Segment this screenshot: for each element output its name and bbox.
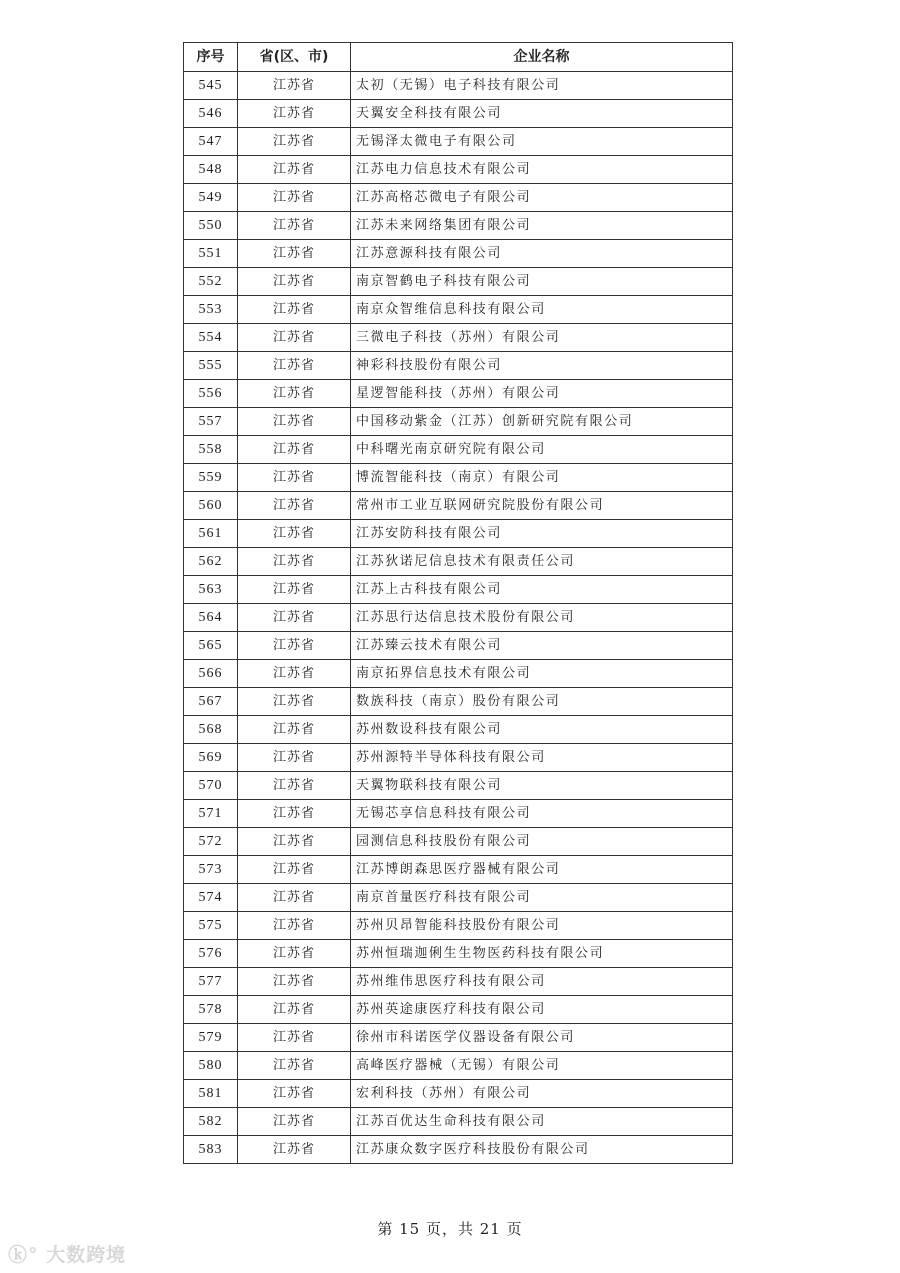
serial-cell: 579 (184, 1024, 238, 1052)
company-name-cell: 江苏百优达生命科技有限公司 (351, 1108, 733, 1136)
company-name-cell: 南京首量医疗科技有限公司 (351, 884, 733, 912)
table-row (184, 436, 733, 464)
company-name-cell: 南京众智维信息科技有限公司 (351, 296, 733, 324)
serial-cell: 561 (184, 520, 238, 548)
table-row (184, 968, 733, 996)
company-name-cell: 中科曙光南京研究院有限公司 (351, 436, 733, 464)
company-name-cell: 苏州英途康医疗科技有限公司 (351, 996, 733, 1024)
table-row (184, 912, 733, 940)
serial-cell: 558 (184, 436, 238, 464)
header-serial: 序号 (184, 43, 238, 72)
serial-cell: 553 (184, 296, 238, 324)
table-row (184, 716, 733, 744)
table-row (184, 744, 733, 772)
province-cell: 江苏省 (238, 800, 351, 828)
company-name-cell: 江苏康众数字医疗科技股份有限公司 (351, 1136, 733, 1164)
serial-cell: 559 (184, 464, 238, 492)
company-name-cell: 天翼安全科技有限公司 (351, 100, 733, 128)
serial-cell: 550 (184, 212, 238, 240)
company-name-cell: 常州市工业互联网研究院股份有限公司 (351, 492, 733, 520)
company-name-cell: 天翼物联科技有限公司 (351, 772, 733, 800)
table-row (184, 548, 733, 576)
province-cell: 江苏省 (238, 408, 351, 436)
province-cell: 江苏省 (238, 72, 351, 100)
serial-cell: 563 (184, 576, 238, 604)
table-row (184, 800, 733, 828)
company-name-cell: 宏利科技（苏州）有限公司 (351, 1080, 733, 1108)
company-name-cell: 江苏意源科技有限公司 (351, 240, 733, 268)
province-cell: 江苏省 (238, 436, 351, 464)
serial-cell: 576 (184, 940, 238, 968)
company-name-cell: 江苏臻云技术有限公司 (351, 632, 733, 660)
serial-cell: 552 (184, 268, 238, 296)
province-cell: 江苏省 (238, 1108, 351, 1136)
province-cell: 江苏省 (238, 212, 351, 240)
serial-cell: 575 (184, 912, 238, 940)
table-row (184, 1136, 733, 1164)
table-row (184, 632, 733, 660)
company-name-cell: 博流智能科技（南京）有限公司 (351, 464, 733, 492)
company-name-cell: 苏州恒瑞迦俐生生物医药科技有限公司 (351, 940, 733, 968)
province-cell: 江苏省 (238, 660, 351, 688)
serial-cell: 556 (184, 380, 238, 408)
province-cell: 江苏省 (238, 716, 351, 744)
table-row (184, 72, 733, 100)
table-row (184, 100, 733, 128)
province-cell: 江苏省 (238, 324, 351, 352)
company-name-cell: 无锡芯享信息科技有限公司 (351, 800, 733, 828)
province-cell: 江苏省 (238, 240, 351, 268)
page-number: 第 15 页，共 21 页 (377, 1220, 523, 1238)
table-row (184, 520, 733, 548)
province-cell: 江苏省 (238, 128, 351, 156)
company-name-cell: 数族科技（南京）股份有限公司 (351, 688, 733, 716)
serial-cell: 562 (184, 548, 238, 576)
table-row (184, 184, 733, 212)
company-name-cell: 江苏高格芯微电子有限公司 (351, 184, 733, 212)
table-row (184, 492, 733, 520)
company-name-cell: 苏州维伟思医疗科技有限公司 (351, 968, 733, 996)
table-row (184, 884, 733, 912)
province-cell: 江苏省 (238, 772, 351, 800)
serial-cell: 564 (184, 604, 238, 632)
province-cell: 江苏省 (238, 464, 351, 492)
table-row (184, 1080, 733, 1108)
province-cell: 江苏省 (238, 828, 351, 856)
company-name-cell: 江苏上古科技有限公司 (351, 576, 733, 604)
table-body (184, 72, 733, 1164)
company-name-cell: 江苏狄诺尼信息技术有限责任公司 (351, 548, 733, 576)
company-name-cell: 星逻智能科技（苏州）有限公司 (351, 380, 733, 408)
company-name-cell: 神彩科技股份有限公司 (351, 352, 733, 380)
province-cell: 江苏省 (238, 604, 351, 632)
province-cell: 江苏省 (238, 1136, 351, 1164)
serial-cell: 547 (184, 128, 238, 156)
province-cell: 江苏省 (238, 856, 351, 884)
table-row (184, 1024, 733, 1052)
table-row (184, 940, 733, 968)
province-cell: 江苏省 (238, 996, 351, 1024)
table-row (184, 268, 733, 296)
company-name-cell: 无锡泽太微电子有限公司 (351, 128, 733, 156)
province-cell: 江苏省 (238, 296, 351, 324)
table-row (184, 828, 733, 856)
province-cell: 江苏省 (238, 968, 351, 996)
serial-cell: 545 (184, 72, 238, 100)
table-row (184, 408, 733, 436)
serial-cell: 571 (184, 800, 238, 828)
company-name-cell: 江苏未来网络集团有限公司 (351, 212, 733, 240)
company-name-cell: 中国移动紫金（江苏）创新研究院有限公司 (351, 408, 733, 436)
serial-cell: 577 (184, 968, 238, 996)
table-row (184, 660, 733, 688)
serial-cell: 551 (184, 240, 238, 268)
province-cell: 江苏省 (238, 632, 351, 660)
table-header-row (184, 43, 733, 72)
province-cell: 江苏省 (238, 744, 351, 772)
enterprise-table (183, 42, 733, 1164)
province-cell: 江苏省 (238, 884, 351, 912)
table-row (184, 772, 733, 800)
company-name-cell: 江苏电力信息技术有限公司 (351, 156, 733, 184)
table-row (184, 856, 733, 884)
table-row (184, 604, 733, 632)
province-cell: 江苏省 (238, 184, 351, 212)
table-row (184, 1052, 733, 1080)
watermark-logo: ⓚ° 大数跨境 (8, 1244, 127, 1266)
company-name-cell: 江苏安防科技有限公司 (351, 520, 733, 548)
province-cell: 江苏省 (238, 520, 351, 548)
company-name-cell: 太初（无锡）电子科技有限公司 (351, 72, 733, 100)
serial-cell: 548 (184, 156, 238, 184)
company-name-cell: 江苏博朗森思医疗器械有限公司 (351, 856, 733, 884)
serial-cell: 555 (184, 352, 238, 380)
serial-cell: 554 (184, 324, 238, 352)
serial-cell: 583 (184, 1136, 238, 1164)
province-cell: 江苏省 (238, 688, 351, 716)
serial-cell: 580 (184, 1052, 238, 1080)
serial-cell: 569 (184, 744, 238, 772)
company-name-cell: 三微电子科技（苏州）有限公司 (351, 324, 733, 352)
table-row (184, 380, 733, 408)
header-company: 企业名称 (351, 43, 733, 72)
table-row (184, 324, 733, 352)
company-name-cell: 园测信息科技股份有限公司 (351, 828, 733, 856)
province-cell: 江苏省 (238, 156, 351, 184)
company-name-cell: 江苏思行达信息技术股份有限公司 (351, 604, 733, 632)
company-name-cell: 苏州贝昂智能科技股份有限公司 (351, 912, 733, 940)
serial-cell: 557 (184, 408, 238, 436)
serial-cell: 568 (184, 716, 238, 744)
company-name-cell: 苏州数设科技有限公司 (351, 716, 733, 744)
company-name-cell: 高峰医疗器械（无锡）有限公司 (351, 1052, 733, 1080)
province-cell: 江苏省 (238, 576, 351, 604)
serial-cell: 549 (184, 184, 238, 212)
table-row (184, 688, 733, 716)
table-row (184, 240, 733, 268)
company-name-cell: 南京拓界信息技术有限公司 (351, 660, 733, 688)
province-cell: 江苏省 (238, 548, 351, 576)
table-row (184, 996, 733, 1024)
company-name-cell: 徐州市科诺医学仪器设备有限公司 (351, 1024, 733, 1052)
watermark-text: 大数跨境 (46, 1244, 127, 1266)
table-row (184, 128, 733, 156)
province-cell: 江苏省 (238, 352, 351, 380)
table-row (184, 296, 733, 324)
serial-cell: 581 (184, 1080, 238, 1108)
province-cell: 江苏省 (238, 268, 351, 296)
table-row (184, 576, 733, 604)
province-cell: 江苏省 (238, 912, 351, 940)
company-name-cell: 苏州源特半导体科技有限公司 (351, 744, 733, 772)
table-row (184, 1108, 733, 1136)
province-cell: 江苏省 (238, 1024, 351, 1052)
serial-cell: 582 (184, 1108, 238, 1136)
table-row (184, 352, 733, 380)
company-name-cell: 南京智鹤电子科技有限公司 (351, 268, 733, 296)
province-cell: 江苏省 (238, 1080, 351, 1108)
province-cell: 江苏省 (238, 100, 351, 128)
table-row (184, 156, 733, 184)
serial-cell: 546 (184, 100, 238, 128)
province-cell: 江苏省 (238, 492, 351, 520)
header-province: 省(区、市) (238, 43, 351, 72)
serial-cell: 566 (184, 660, 238, 688)
province-cell: 江苏省 (238, 940, 351, 968)
serial-cell: 570 (184, 772, 238, 800)
table-row (184, 212, 733, 240)
serial-cell: 567 (184, 688, 238, 716)
serial-cell: 573 (184, 856, 238, 884)
province-cell: 江苏省 (238, 380, 351, 408)
serial-cell: 565 (184, 632, 238, 660)
table-row (184, 464, 733, 492)
serial-cell: 574 (184, 884, 238, 912)
serial-cell: 572 (184, 828, 238, 856)
serial-cell: 578 (184, 996, 238, 1024)
serial-cell: 560 (184, 492, 238, 520)
province-cell: 江苏省 (238, 1052, 351, 1080)
